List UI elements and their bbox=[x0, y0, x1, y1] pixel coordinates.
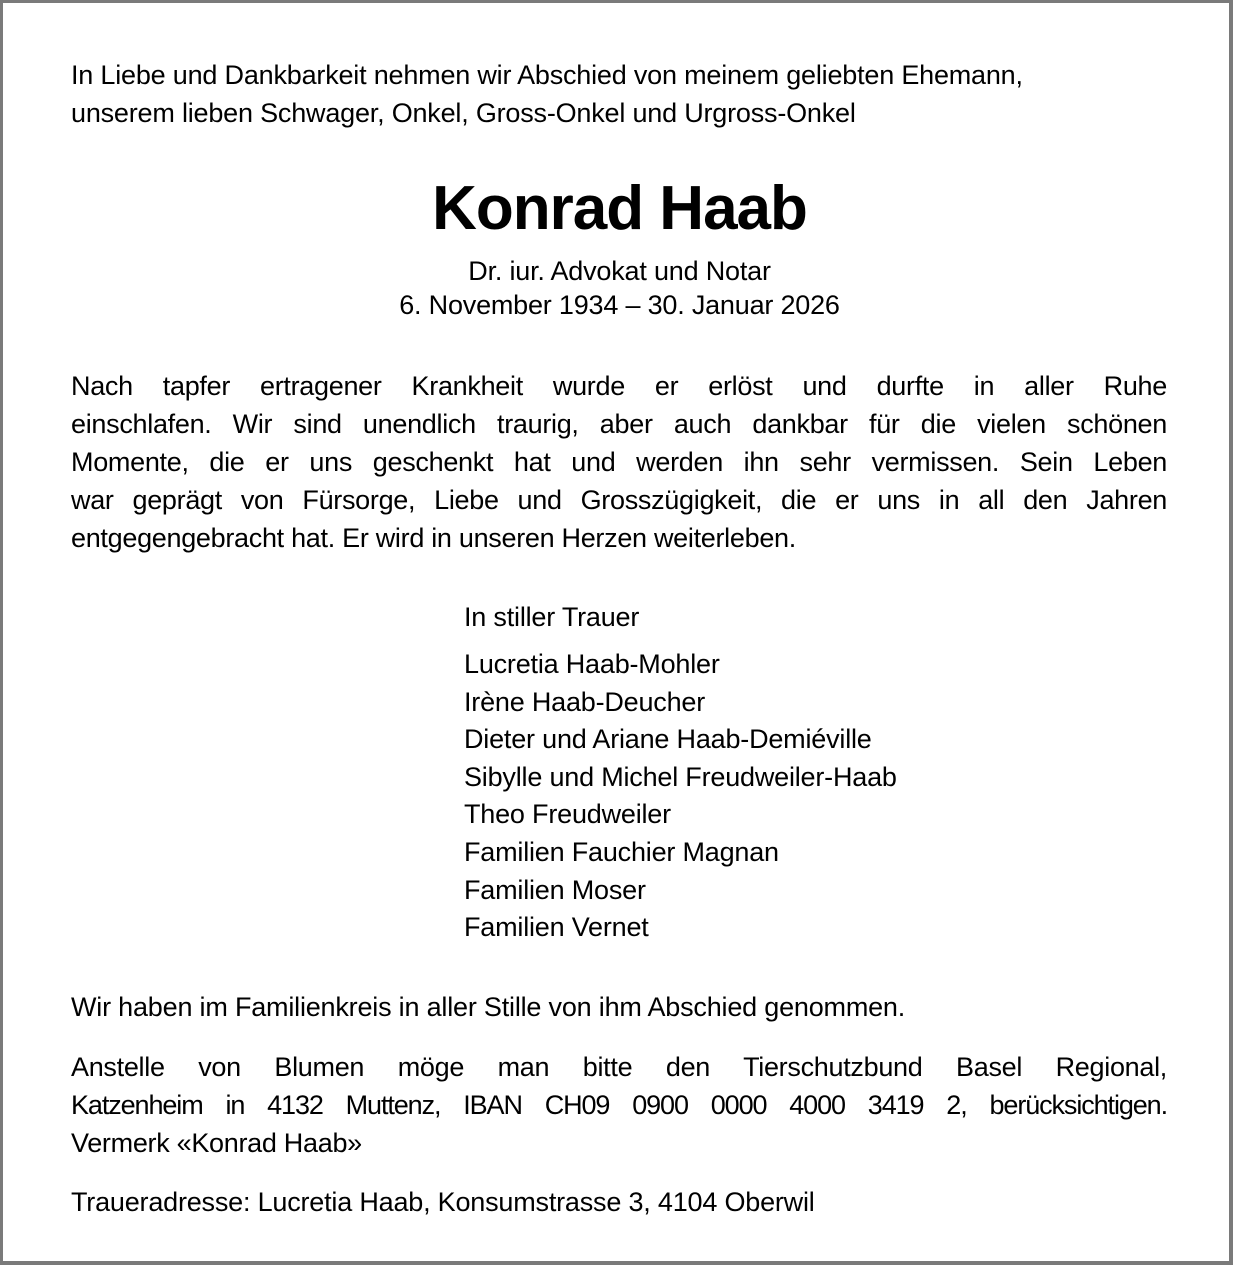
donation-line: Katzenheim in 4132 Muttenz, IBAN CH09 0900 0000 4000 3419 2, berücksichtigen. bbox=[71, 1090, 1167, 1120]
intro-text bbox=[71, 56, 1023, 132]
closing-text: Wir haben im Familienkreis in aller Stille von ihm Abschied genommen. bbox=[71, 992, 906, 1022]
intro-line: In Liebe und Dankbarkeit nehmen wir Abschied von meinem geliebten Ehemann, bbox=[71, 60, 1023, 90]
mourner: Sibylle und Michel Freudweiler-Haab bbox=[464, 761, 897, 792]
mourning-heading: In stiller Trauer bbox=[464, 602, 640, 632]
donation-paragraph bbox=[71, 1048, 1167, 1162]
tribute-paragraph bbox=[71, 367, 1167, 557]
profession: Dr. iur. Advokat und Notar bbox=[468, 256, 771, 286]
tribute-line: einschlafen. Wir sind unendlich traurig, aber auch dankbar für die vielen schönen bbox=[71, 409, 1167, 439]
deceased-name: Konrad Haab bbox=[432, 174, 807, 243]
tribute-line: war geprägt von Fürsorge, Liebe und Grosszügigkeit, die er uns in all den Jahren bbox=[71, 485, 1167, 515]
intro-line: unserem lieben Schwager, Onkel, Gross-Onkel und Urgross-Onkel bbox=[71, 98, 856, 128]
mourning-address: Traueradresse: Lucretia Haab, Konsumstrasse 3, 4104 Oberwil bbox=[71, 1187, 815, 1217]
mourner: Theo Freudweiler bbox=[464, 799, 671, 830]
donation-line: Vermerk «Konrad Haab» bbox=[71, 1128, 362, 1158]
mourner: Lucretia Haab-Mohler bbox=[464, 649, 720, 679]
mourner: Irène Haab-Deucher bbox=[464, 686, 706, 717]
life-dates: 6. November 1934 – 30. Januar 2026 bbox=[399, 290, 840, 320]
tribute-line: Nach tapfer ertragener Krankheit wurde er erlöst und durfte in aller Ruhe bbox=[71, 371, 1167, 401]
mourner: Dieter und Ariane Haab-Demiéville bbox=[464, 724, 872, 755]
donation-line: Anstelle von Blumen möge man bitte den Tierschutzbund Basel Regional, bbox=[71, 1052, 1167, 1082]
mourner: Familien Moser bbox=[464, 874, 646, 905]
tribute-line: entgegengebracht hat. Er wird in unseren Herzen weiterleben. bbox=[71, 523, 796, 553]
tribute-line: Momente, die er uns geschenkt hat und werden ihn sehr vermissen. Sein Leben bbox=[71, 447, 1167, 477]
mourner: Familien Vernet bbox=[464, 912, 649, 943]
mourner: Familien Fauchier Magnan bbox=[464, 836, 779, 867]
mourners-list bbox=[464, 646, 897, 947]
